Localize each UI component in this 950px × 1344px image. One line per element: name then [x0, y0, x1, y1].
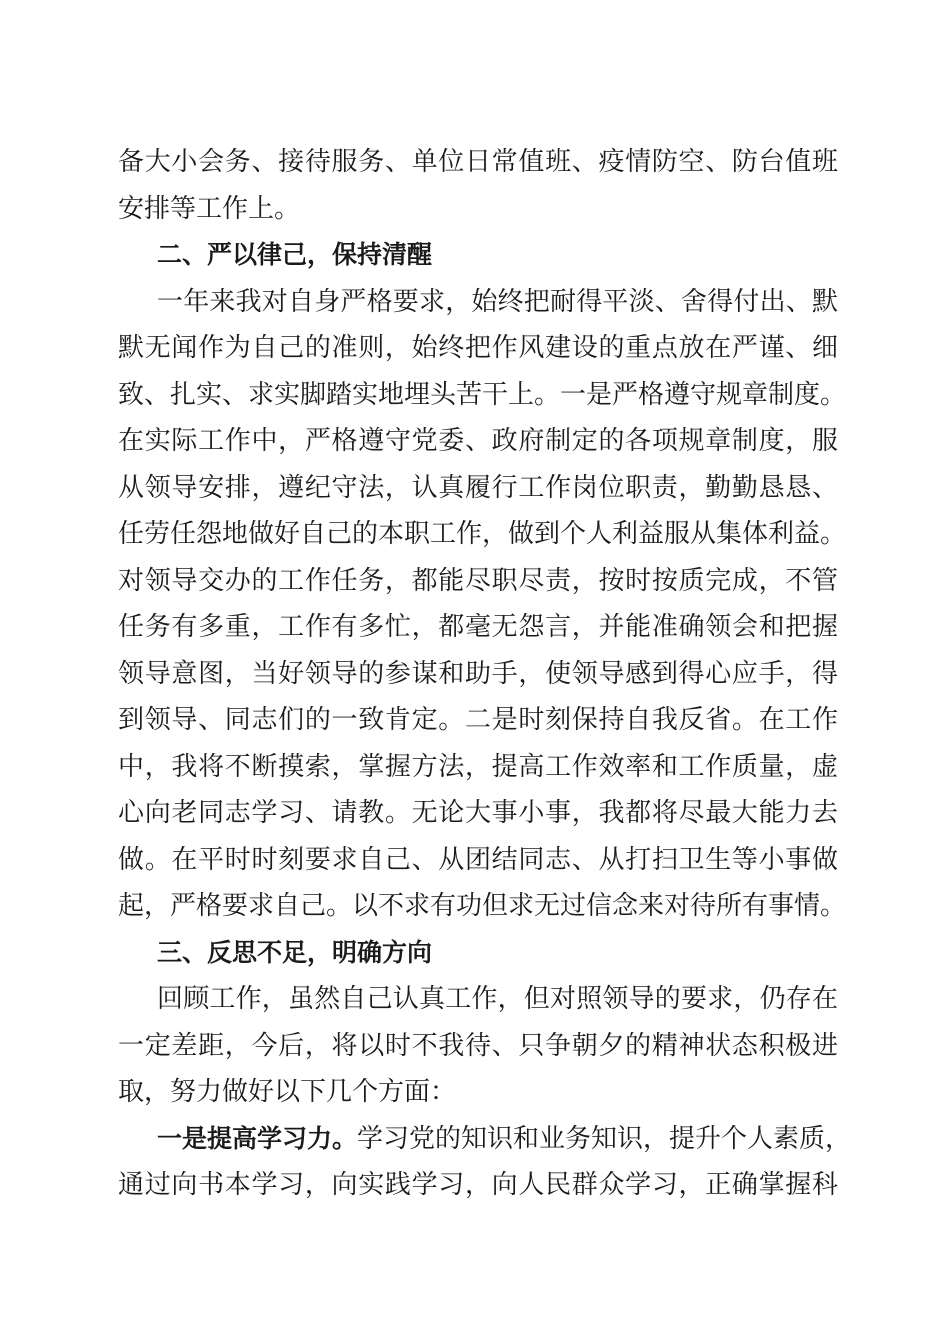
paragraph-line: 回顾工作，虽然自己认真工作，但对照领导的要求，仍存在: [157, 984, 838, 1014]
paragraph-line: [118, 1116, 852, 1163]
paragraph-line: 通过向书本学习，向实践学习，向人民群众学习，正确掌握科: [118, 1170, 838, 1200]
paragraph-line: 致、扎实、求实脚踏实地埋头苦干上。一是严格遵守规章制度。: [118, 379, 847, 410]
section-heading: 二、严以律己，保持清醒: [157, 240, 433, 269]
paragraph-line: 做。在平时时刻要求自己、从团结同志、从打扫卫生等小事做: [118, 844, 838, 875]
paragraph-line: 在实际工作中，严格遵守党委、政府制定的各项规章制度，服: [118, 426, 838, 456]
paragraph-line: 取，努力做好以下几个方面：: [118, 1077, 457, 1107]
paragraph-line: 从领导安排，遵纪守法，认真履行工作岗位职责，勤勤恳恳、: [118, 472, 838, 503]
paragraph-line: 一定差距，今后，将以时不我待、只争朝夕的精神状态积极进: [118, 1030, 838, 1061]
paragraph-line: 领导意图，当好领导的参谋和助手，使领导感到得心应手，得: [118, 658, 838, 689]
paragraph-line: 默无闻作为自己的准则，始终把作风建设的重点放在严谨、细: [118, 333, 838, 363]
paragraph-line: 任劳任怨地做好自己的本职工作，做到个人利益服从集体利益。: [118, 519, 847, 549]
item-text: 学习党的知识和业务知识，提升个人素质，: [357, 1123, 852, 1154]
paragraph-line: 起，严格要求自己。以不求有功但求无过信念来对待所有事情。: [118, 891, 847, 921]
paragraph-line: 备大小会务、接待服务、单位日常值班、疫情防空、防台值班: [118, 147, 838, 177]
paragraph-line: 一年来我对自身严格要求，始终把耐得平淡、舍得付出、默: [157, 286, 838, 317]
item-lead: 一是提高学习力。: [157, 1123, 358, 1153]
section-heading: 三、反思不足，明确方向: [157, 937, 433, 967]
paragraph-line: 到领导、同志们的一致肯定。二是时刻保持自我反省。在工作: [118, 705, 838, 735]
paragraph-line: 任务有多重，工作有多忙，都毫无怨言，并能准确领会和把握: [118, 612, 838, 642]
paragraph-line: 心向老同志学习、请教。无论大事小事，我都将尽最大能力去: [118, 798, 838, 828]
paragraph-line: 中，我将不断摸索，掌握方法，提高工作效率和工作质量，虚: [118, 751, 838, 782]
paragraph-line: 安排等工作上。: [118, 193, 301, 224]
paragraph-line: 对领导交办的工作任务，都能尽职尽责，按时按质完成，不管: [118, 565, 838, 596]
document-body: [118, 139, 852, 1209]
